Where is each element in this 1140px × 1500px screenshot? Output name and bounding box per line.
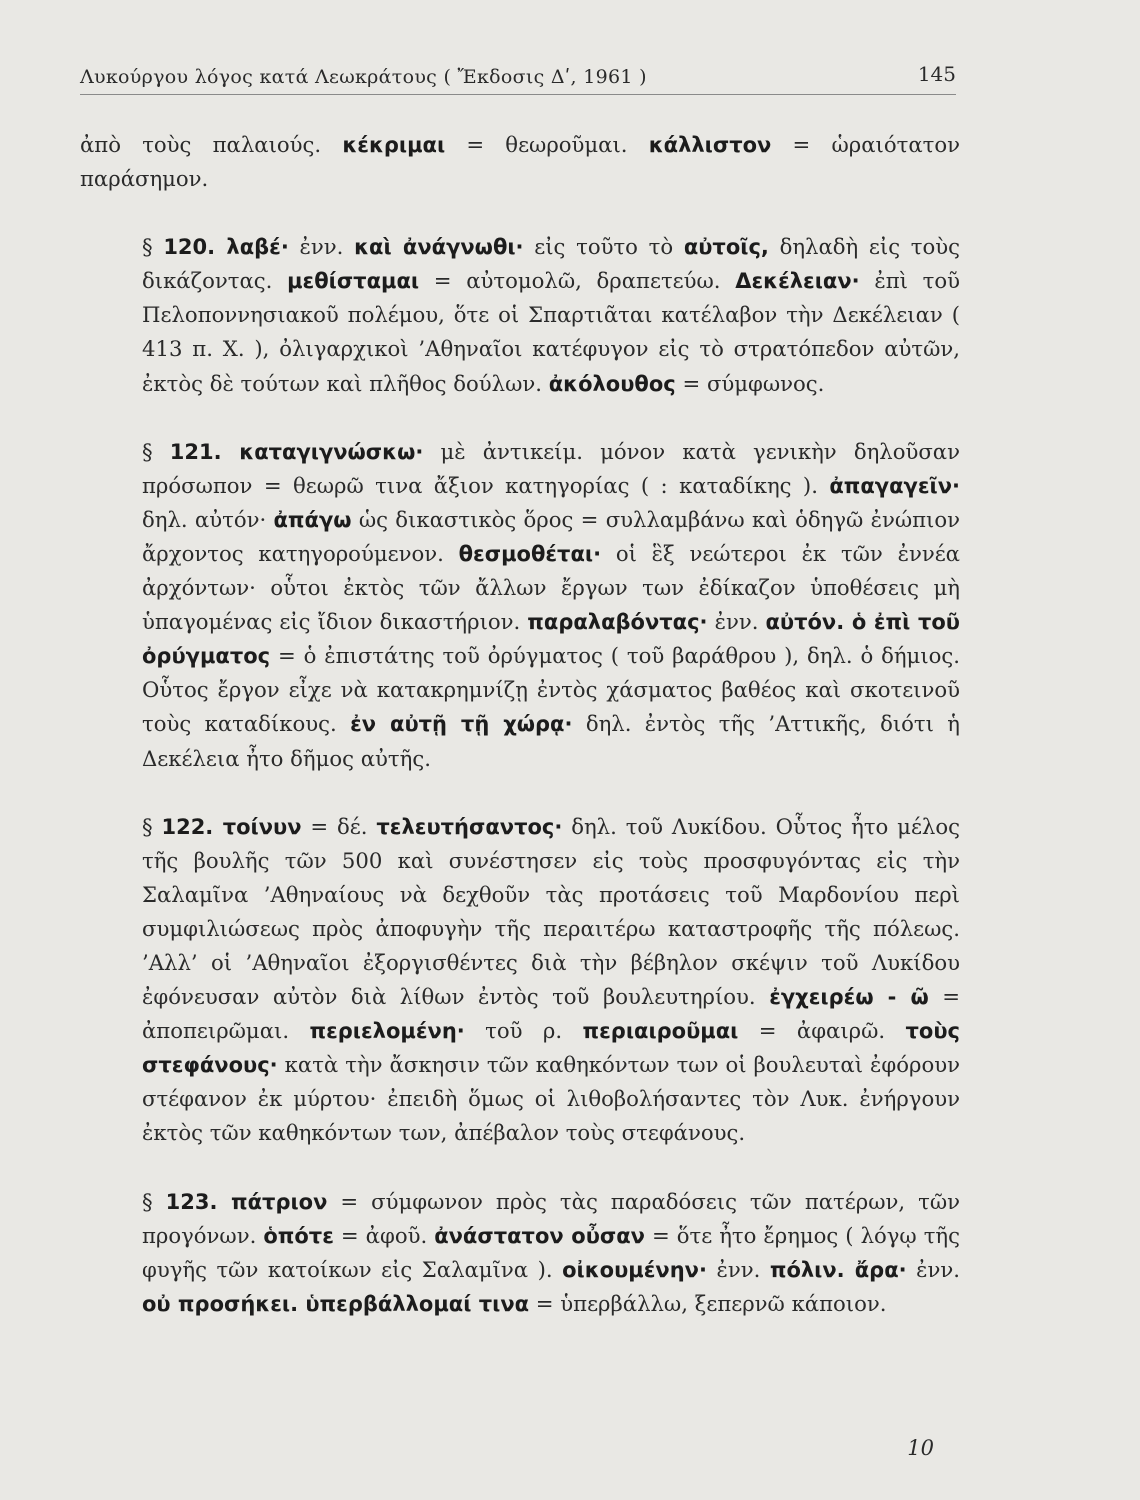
gloss-text: §: [142, 1188, 166, 1214]
gloss-text: ἐνν.: [707, 609, 766, 635]
commentary-text: [80, 128, 960, 1321]
gloss-text: δηλαδὴ εἰς τοὺς δικάζοντας.: [142, 234, 960, 294]
gloss-text: = σύμφωνον πρὸς τὰς παραδόσεις τῶν πατέρων, τῶν προγόνων.: [142, 1188, 960, 1248]
commentary-paragraph: [80, 230, 960, 400]
gloss-text: δηλ. τοῦ Λυκίδου. Οὗτος ἦτο μέλος τῆς βουλῆς τῶν 500 καὶ συνέστησεν εἰς τοὺς προσφυγόντας εἰς τὴν Σαλαμῖνα ’Αθηναίους νὰ δεχθοῦν τὰς προτάσεις τοῦ Μαρδονίου περὶ συμφιλιώσεως πρὸς ἀποφυγὴν τῆς περαιτέρω καταστροφῆς τῆς πόλεως. ’Αλλ’ οἱ ’Αθηναῖοι ἐξοργισθέντες διὰ τὴν βέβηλον σκέψιν τοῦ Λυκίδου ἐφόνευσαν αὐτὸν διὰ λίθων ἐντὸς τοῦ βουλευτηρίου.: [142, 813, 960, 1010]
gloss-text: = ὡραιότατον παράσημον.: [80, 132, 961, 192]
gloss-text: ἐνν.: [906, 1256, 960, 1282]
running-header-title: Λυκούργου λόγος κατά Λεωκράτους ( Ἔκδοσις Δʹ, 1961 ): [80, 66, 647, 88]
gloss-text: = ὁ ἐπιστάτης τοῦ ὀρύγματος ( τοῦ βαράθρου ), δηλ. ὁ δήμιος. Οὗτος ἔργον εἶχε νὰ κατακρημνίζῃ ἐντὸς χάσματος βαθέος καὶ σκοτεινοῦ τοὺς καταδίκους.: [142, 643, 960, 737]
lemma-term: ἀκόλουθος: [548, 371, 676, 396]
gloss-text: = αὐτομολῶ, δραπετεύω.: [419, 268, 736, 294]
page-number: 145: [917, 62, 956, 86]
lemma-term: περιελομένη·: [309, 1019, 465, 1044]
signature-number: 10: [907, 1436, 934, 1460]
gloss-text: ἀπὸ τοὺς παλαιούς.: [80, 132, 343, 157]
lemma-term: αὐτοῖς,: [683, 235, 769, 260]
lemma-term: ἐν αὐτῇ τῇ χώρᾳ·: [350, 712, 573, 737]
gloss-text: ἐνν.: [288, 234, 355, 260]
lemma-term: 123. πάτριον: [165, 1189, 328, 1214]
lemma-term: πόλιν. ἄρα·: [769, 1257, 907, 1282]
gloss-text: = ἀποπειρῶμαι.: [142, 984, 960, 1044]
lemma-term: καὶ ἀνάγνωθι·: [354, 235, 524, 260]
lemma-term: 122. τοίνυν: [161, 814, 302, 839]
lemma-term: περιαιροῦμαι: [582, 1019, 739, 1044]
gloss-text: εἰς τοῦτο τὸ: [523, 234, 684, 260]
lemma-term: οἰκουμένην·: [562, 1257, 707, 1282]
paragraph-continuation: [80, 128, 960, 196]
gloss-text: ἐνν.: [706, 1256, 770, 1282]
gloss-text: τοῦ ρ.: [464, 1018, 583, 1044]
gloss-text: δηλ. ἐντὸς τῆς ’Αττικῆς, διότι ἡ Δεκέλεια ἦτο δῆμος αὐτῆς.: [142, 711, 960, 771]
lemma-term: τοὺς στεφάνους·: [142, 1019, 960, 1078]
lemma-term: 120. λαβέ·: [163, 235, 289, 260]
gloss-text: ὡς δικαστικὸς ὅρος = συλλαμβάνω καὶ ὁδηγῶ ἐνώπιον ἄρχοντος κατηγορούμενον.: [142, 506, 960, 566]
lemma-term: μεθίσταμαι: [287, 269, 420, 294]
gloss-text: = ἀφαιρῶ.: [738, 1018, 906, 1044]
lemma-term: ὁπότε: [263, 1223, 334, 1248]
lemma-term: ἀπάγω: [273, 507, 352, 532]
gloss-text: = σύμφωνος.: [675, 370, 825, 396]
gloss-text: §: [142, 438, 170, 464]
gloss-text: §: [142, 234, 164, 260]
commentary-paragraph: [80, 810, 960, 1151]
lemma-term: Δεκέλειαν·: [735, 269, 860, 294]
gloss-text: ἐπὶ τοῦ Πελοποννησιακοῦ πολέμου, ὅτε οἱ Σπαρτιᾶται κατέλαβον τὴν Δεκέλειαν ( 413 π. Χ. ), ὀλιγαρχικοὶ ’Αθηναῖοι κατέφυγον εἰς τὸ στρατόπεδον αὐτῶν, ἐκτὸς δὲ τούτων καὶ πλῆθος δούλων.: [142, 268, 960, 396]
gloss-text: = ὑπερβάλλω, ξεπερνῶ κάποιον.: [529, 1290, 887, 1316]
commentary-paragraph: [80, 1185, 960, 1321]
lemma-term: τελευτήσαντος·: [376, 814, 563, 839]
lemma-term: παραλαβόντας·: [527, 610, 708, 635]
gloss-text: δηλ. αὐτόν·: [142, 506, 274, 532]
gloss-text: μὲ ἀντικείμ. μόνον κατὰ γενικὴν δηλοῦσαν πρόσωπον = θεωρῶ τινα ἄξιον κατηγορίας ( : καταδίκης ).: [142, 438, 960, 498]
running-header: [80, 62, 956, 95]
lemma-term: ἀπαγαγεῖν·: [829, 473, 960, 498]
lemma-term: αὐτόν. ὁ ἐπὶ τοῦ ὀρύγματος: [142, 610, 960, 669]
lemma-term: 121. καταγιγνώσκω·: [169, 439, 424, 464]
gloss-text: = ὅτε ἦτο ἔρημος ( λόγῳ τῆς φυγῆς τῶν κατοίκων εἰς Σαλαμῖνα ).: [142, 1222, 960, 1282]
lemma-term: ἀνάστατον οὖσαν: [434, 1223, 645, 1248]
gloss-text: = δέ.: [301, 813, 377, 839]
commentary-paragraph: [80, 435, 960, 776]
gloss-text: = θεωροῦμαι.: [445, 132, 649, 157]
gloss-text: §: [142, 813, 162, 839]
lemma-term: οὐ προσήκει. ὑπερβάλλομαί τινα: [142, 1291, 530, 1316]
lemma-term: κάλλιστον: [648, 133, 772, 157]
gloss-text: οἱ ἓξ νεώτεροι ἐκ τῶν ἐννέα ἀρχόντων· οὗτοι ἐκτὸς τῶν ἄλλων ἔργων των ἐδίκαζον ὑποθέσεις μὴ ὑπαγομένας εἰς ἴδιον δικαστήριον.: [142, 540, 960, 635]
lemma-term: θεσμοθέται·: [458, 541, 602, 566]
gloss-text: = ἀφοῦ.: [333, 1222, 435, 1248]
gloss-text: κατὰ τὴν ἄσκησιν τῶν καθηκόντων των οἱ βουλευταὶ ἐφόρουν στέφανον ἐκ μύρτου· ἐπειδὴ ὅμως οἱ λιθοβολήσαντες τὸν Λυκ. ἐνήργουν ἐκτὸς τῶν καθηκόντων των, ἀπέβαλον τοὺς στεφάνους.: [142, 1052, 960, 1146]
lemma-term: ἐγχειρέω - ῶ: [769, 985, 929, 1010]
lemma-term: κέκριμαι: [342, 133, 446, 157]
